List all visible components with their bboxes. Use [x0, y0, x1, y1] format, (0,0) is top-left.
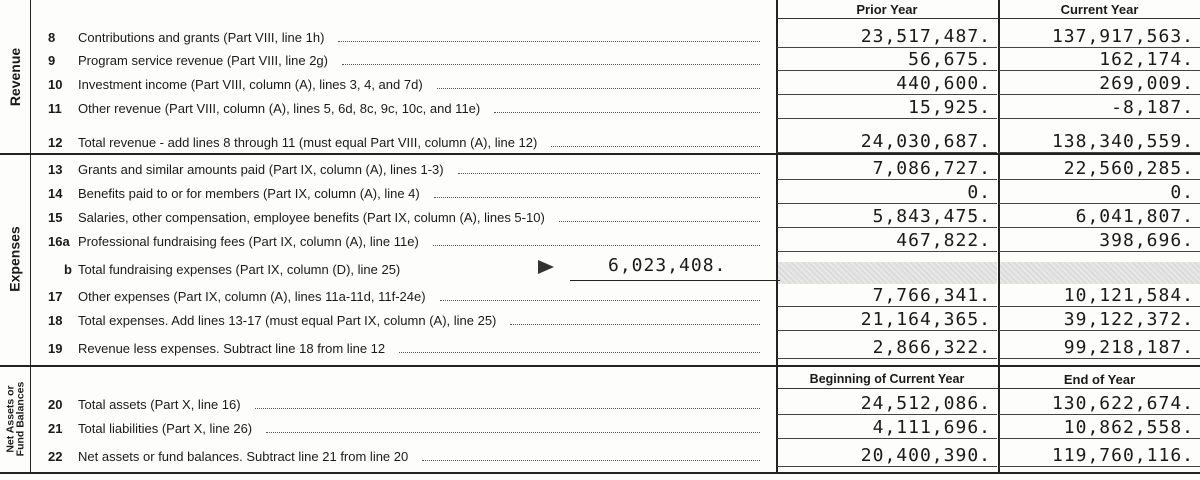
table-row — [30, 336, 1200, 359]
amount-prior-year: 24,030,687. — [777, 131, 997, 153]
amount-current-year: 130,622,674. — [999, 393, 1200, 415]
line-label: Total expenses. Add lines 13-17 (must equal Part IX, column (A), line 25) — [78, 313, 497, 328]
dot-leader — [559, 221, 760, 222]
inline-amount: 6,023,408. — [608, 255, 727, 276]
amount-prior-year: 15,925. — [777, 97, 997, 119]
col-header-beginning-year: Beginning of Current Year — [809, 372, 965, 386]
line-number: 13 — [48, 162, 63, 177]
amount-current-year: 0. — [999, 182, 1200, 204]
table-row — [30, 257, 1200, 280]
line-label: Total liabilities (Part X, line 26) — [78, 421, 253, 436]
table-row — [30, 444, 1200, 467]
amount-current-year: 119,760,116. — [999, 445, 1200, 467]
col-header-end-year: End of Year — [1063, 372, 1136, 387]
line-label: Salaries, other compensation, employee benefits (Part IX, column (A), lines 5-10) — [78, 210, 545, 225]
section-tab-revenue — [0, 0, 31, 153]
line-label: Professional fundraising fees (Part IX, column (A), line 11e) — [78, 234, 419, 249]
line-label: Contributions and grants (Part VIII, line 1h) — [78, 30, 325, 45]
amount-prior-year: 467,822. — [777, 230, 997, 252]
line-label: Investment income (Part VIII, column (A), lines 3, 4, and 7d) — [78, 77, 423, 92]
section-tab-net-assets — [0, 365, 31, 472]
line-number: 21 — [48, 421, 63, 436]
line-label: Total revenue - add lines 8 through 11 (must equal Part VIII, column (A), line 12) — [78, 135, 538, 150]
table-row — [30, 416, 1200, 439]
dot-leader — [551, 146, 760, 147]
line-label: Other expenses (Part IX, column (A), lines 11a-11d, 11f-24e) — [78, 289, 426, 304]
rule-revenue-end — [0, 153, 1200, 155]
amount-prior-year: 4,111,696. — [777, 417, 997, 439]
amount-current-year: -8,187. — [999, 97, 1200, 119]
table-row — [30, 229, 1200, 252]
line-label: Total assets (Part X, line 16) — [78, 397, 241, 412]
rule-expenses-end — [0, 365, 1200, 367]
line-number: 11 — [48, 101, 62, 116]
amount-prior-year: 21,164,365. — [777, 309, 997, 331]
line-number: 15 — [48, 210, 63, 225]
line-label: Total fundraising expenses (Part IX, column (D), line 25) — [78, 262, 401, 277]
col-header-prior-year: Prior Year — [856, 2, 918, 17]
line-number: 17 — [48, 289, 63, 304]
table-row — [30, 72, 1200, 95]
dot-leader — [494, 112, 760, 113]
arrow-right-icon — [538, 260, 554, 274]
table-row — [30, 392, 1200, 415]
amount-prior-year: 20,400,390. — [777, 445, 997, 467]
amount-current-year: 138,340,559. — [999, 131, 1200, 153]
inline-amount-underline — [570, 280, 780, 281]
dot-leader — [458, 173, 760, 174]
section-label-net-assets-1: Net Assets or — [4, 384, 16, 453]
dot-leader — [422, 460, 760, 461]
line-label: Net assets or fund balances. Subtract line 21 from line 20 — [78, 449, 409, 464]
section-label-revenue: Revenue — [7, 47, 24, 106]
rule-net-header — [776, 388, 1200, 389]
amount-current-year: 22,560,285. — [999, 158, 1200, 180]
line-number: 16a — [48, 234, 70, 249]
amount-prior-year: 0. — [777, 182, 997, 204]
table-row — [30, 25, 1200, 48]
line-number: 10 — [48, 77, 63, 92]
line-label: Benefits paid to or for members (Part IX, column (A), line 4) — [78, 186, 420, 201]
col-header-current-year: Current Year — [1060, 2, 1139, 17]
line-number: 12 — [48, 135, 63, 150]
line-number: 18 — [48, 313, 63, 328]
rule-header — [776, 18, 1200, 19]
amount-prior-year: 440,600. — [777, 73, 997, 95]
table-row — [30, 181, 1200, 204]
amount-prior-year: 7,086,727. — [777, 158, 997, 180]
line-number: 9 — [48, 53, 56, 68]
line-number: 14 — [48, 186, 63, 201]
dot-leader — [440, 300, 760, 301]
section-label-expenses: Expenses — [7, 226, 23, 292]
dot-leader — [433, 245, 760, 246]
line-label: Program service revenue (Part VIII, line 2g) — [78, 53, 328, 68]
part-ii-bar — [0, 472, 1200, 480]
table-row — [30, 205, 1200, 228]
dot-leader — [434, 197, 760, 198]
amount-current-year: 10,121,584. — [999, 285, 1200, 307]
dot-leader — [255, 408, 760, 409]
line-label: Other revenue (Part VIII, column (A), lines 5, 6d, 8c, 9c, 10c, and 11e) — [78, 101, 481, 116]
dot-leader — [266, 432, 760, 433]
amount-prior-year: 24,512,086. — [777, 393, 997, 415]
amount-current-year: 39,122,372. — [999, 309, 1200, 331]
amount-current-year: 137,917,563. — [999, 26, 1200, 48]
section-tab-expenses — [0, 153, 31, 365]
line-number: 8 — [48, 30, 56, 45]
section-label-net-assets-2: Fund Balances — [14, 381, 26, 456]
dot-leader — [510, 324, 760, 325]
amount-prior-year: 7,766,341. — [777, 285, 997, 307]
amount-prior-year: 5,843,475. — [777, 206, 997, 228]
amount-current-year: 10,862,558. — [999, 417, 1200, 439]
line-label: Grants and similar amounts paid (Part IX, column (A), lines 1-3) — [78, 162, 444, 177]
dot-leader — [342, 64, 760, 65]
amount-current-year: 99,218,187. — [999, 337, 1200, 359]
table-row — [30, 308, 1200, 331]
line-number: 20 — [48, 397, 63, 412]
table-row — [30, 284, 1200, 307]
line-label: Revenue less expenses. Subtract line 18 from line 12 — [78, 341, 386, 356]
amount-current-year: 6,041,807. — [999, 206, 1200, 228]
amount-current-year: 269,009. — [999, 73, 1200, 95]
table-row — [30, 96, 1200, 119]
dot-leader — [338, 41, 760, 42]
line-number: b — [64, 262, 72, 277]
dot-leader — [399, 352, 760, 353]
line-number: 22 — [48, 449, 63, 464]
table-row — [30, 130, 1200, 153]
line-number: 19 — [48, 341, 63, 356]
table-row — [30, 157, 1200, 180]
amount-current-year: 162,174. — [999, 49, 1200, 71]
amount-prior-year: 23,517,487. — [777, 26, 997, 48]
amount-current-year: 398,696. — [999, 230, 1200, 252]
amount-prior-year: 2,866,322. — [777, 337, 997, 359]
table-row — [30, 48, 1200, 71]
amount-prior-year: 56,675. — [777, 49, 997, 71]
dot-leader — [437, 88, 760, 89]
